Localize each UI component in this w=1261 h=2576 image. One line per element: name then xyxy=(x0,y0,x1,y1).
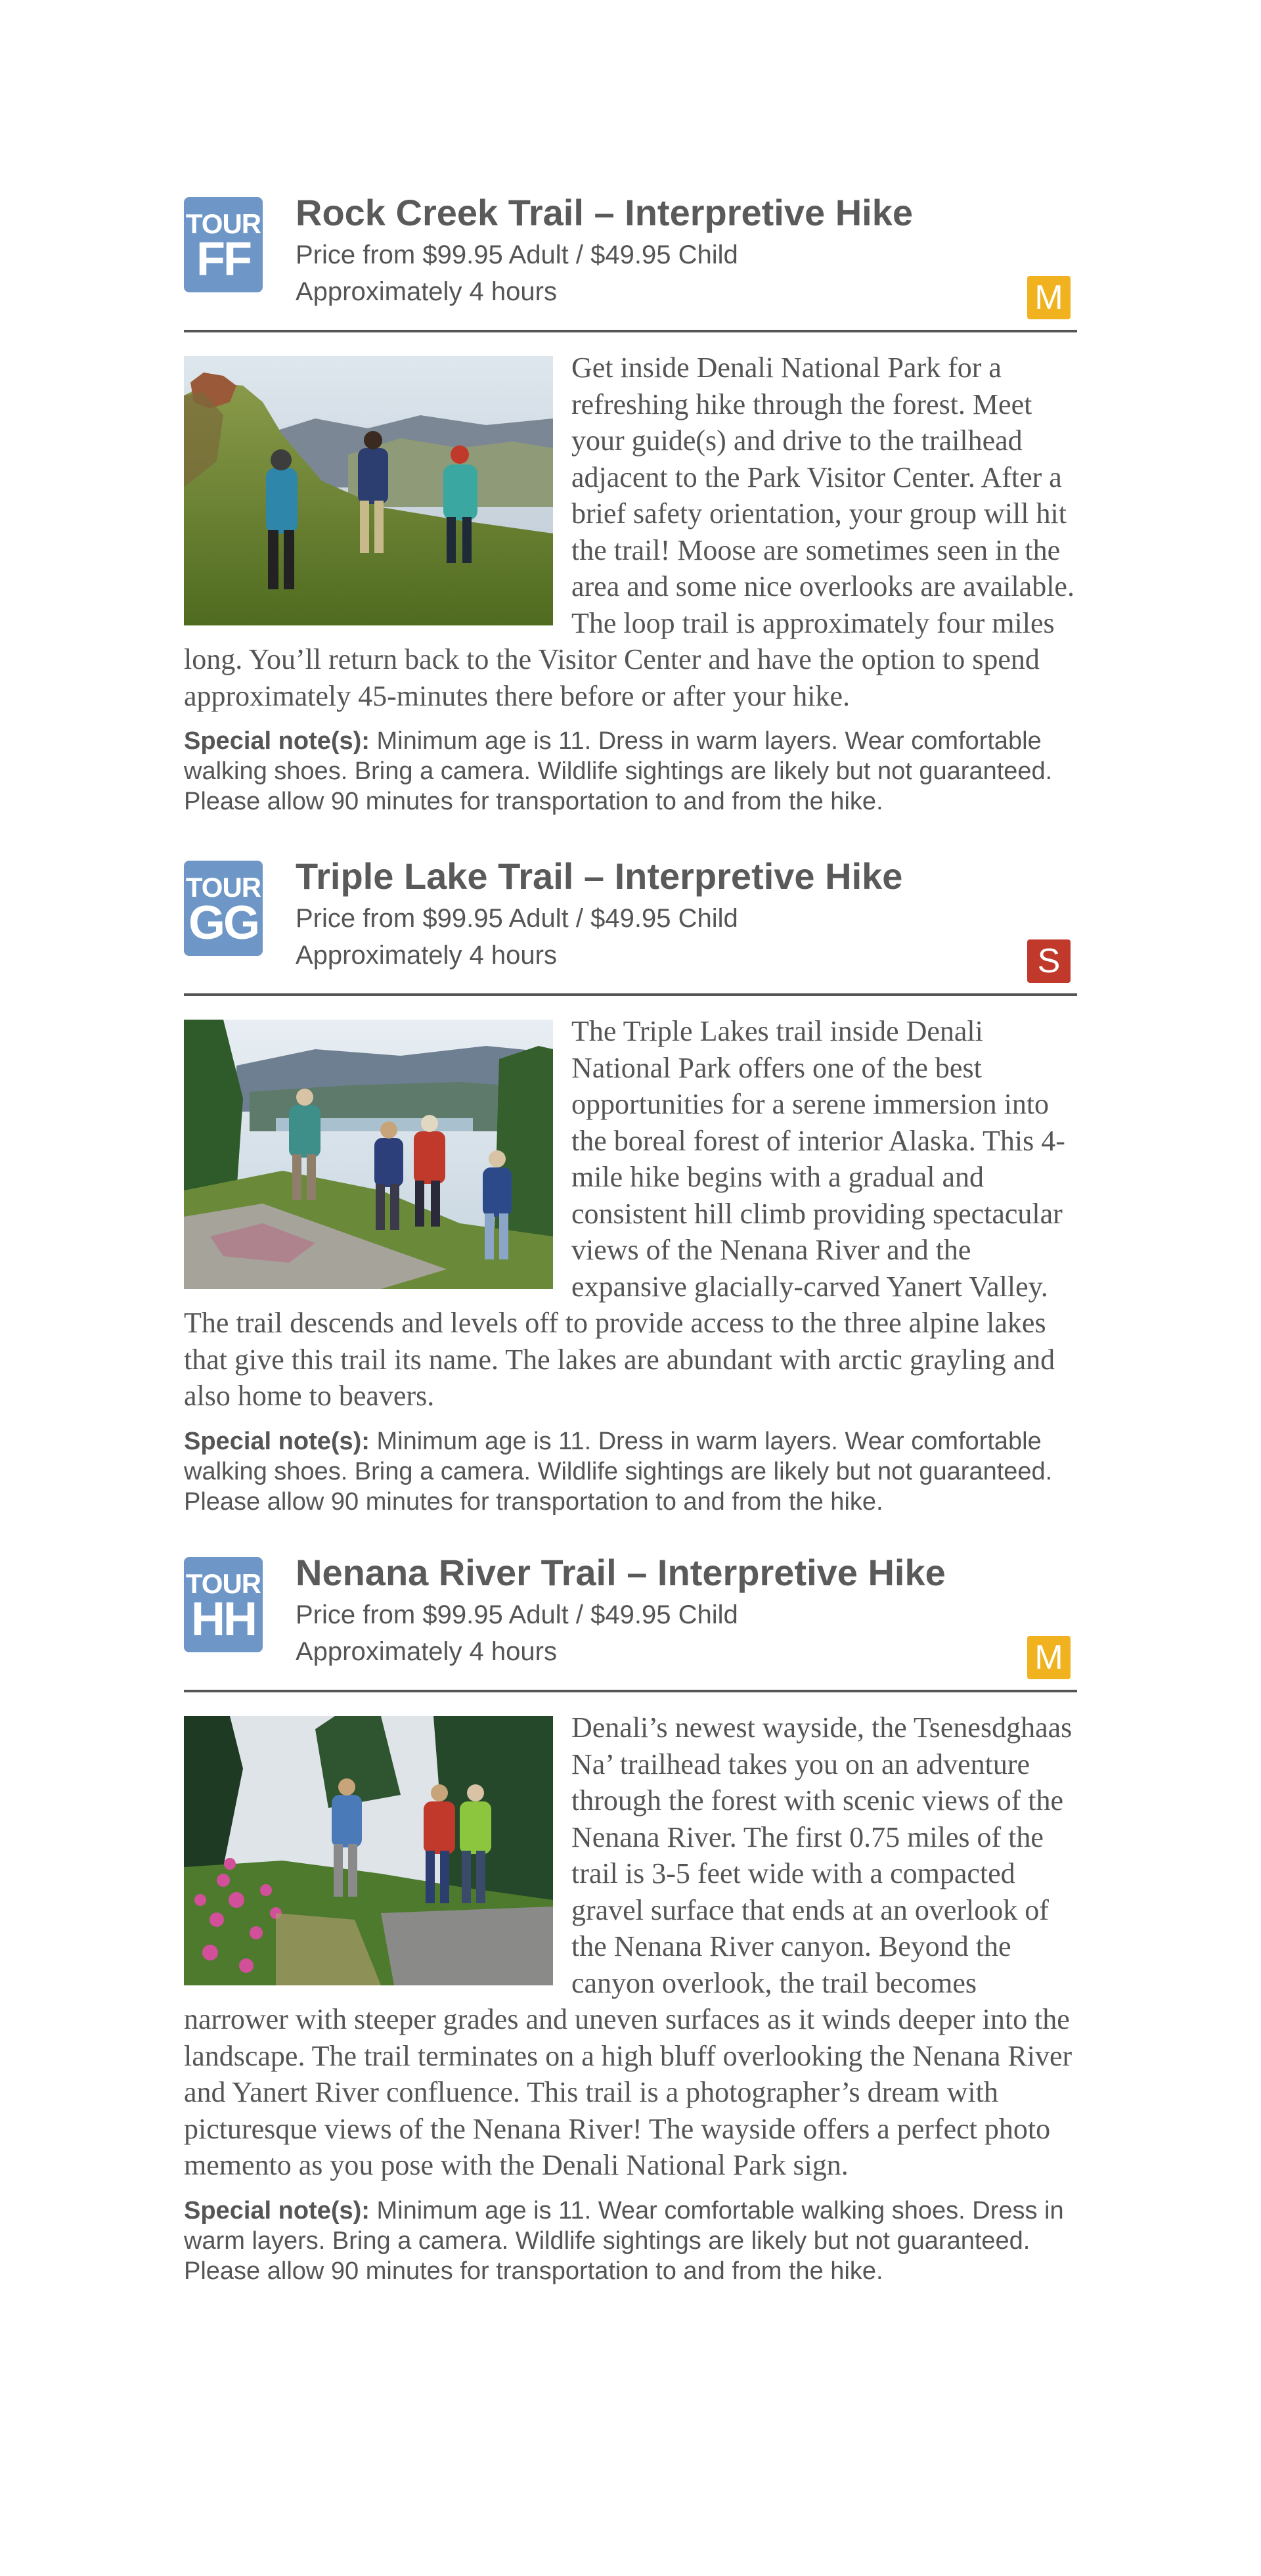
special-note-label: Special note(s): xyxy=(184,727,370,755)
divider xyxy=(184,993,1077,996)
tour-badge-code: HH xyxy=(191,1593,255,1646)
tour-photo xyxy=(184,1716,553,1985)
tour-photo xyxy=(184,1020,553,1289)
special-note xyxy=(184,1426,1077,1517)
tour-title: Rock Creek Trail – Interpretive Hike xyxy=(296,192,913,233)
tour-badge xyxy=(184,861,263,956)
tour-header xyxy=(296,853,1018,974)
tour-description: Get inside Denali National Park for a refreshing hike through the forest. Meet your guide(s) and drive to the trailhead adjacent to the Park Visitor Center. After a brief safety orientation, your group will hit the trail! Moose are sometimes seen in the area and some nice overlooks are available. The loop trail is approximately four miles long. You’ll return back to the Visitor Center and have the option to spend approximately 45-minutes there before or after your hike. xyxy=(184,351,1074,712)
tour-photo xyxy=(184,356,553,625)
tour-duration: Approximately 4 hours xyxy=(296,277,557,306)
tour-badge-label: TOUR xyxy=(185,1568,261,1599)
special-note-text: Minimum age is 11. Dress in warm layers. Wear comfortable walking shoes. Bring a camera. Wildlife sightings are likely but not guaranteed. Please allow 90 minutes for transportation to and from the hike. xyxy=(184,1427,1053,1516)
divider xyxy=(184,1690,1077,1692)
tour-description: Denali’s newest wayside, the Tsenesdghaas Na’ trailhead takes you on an adventure through the forest with scenic views of the Nenana River. The first 0.75 miles of the trail is 3-5 feet wide with a compacted gravel surface that ends at an overlook of the Nenana River canyon. Beyond the canyon overlook, the trail becomes narrower with steeper grades and uneven surfaces as it winds deeper into the landscape. The trail terminates on a high bluff overlooking the Nenana River and Yanert River confluence. This trail is a photographer’s dream with picturesque views of the Nenana River! The wayside offers a perfect photo memento as you pose with the Denali National Park sign. xyxy=(184,1711,1073,2181)
tour-price: Price from $99.95 Adult / $49.95 Child xyxy=(296,904,738,933)
tour-badge-label: TOUR xyxy=(185,872,261,903)
tour-badge xyxy=(184,1557,263,1652)
special-note-label: Special note(s): xyxy=(184,2196,370,2225)
tour-badge-label: TOUR xyxy=(185,208,261,239)
tour-body xyxy=(184,350,1077,817)
special-note xyxy=(184,2196,1077,2286)
special-note xyxy=(184,726,1077,817)
tour-title: Triple Lake Trail – Interpretive Hike xyxy=(296,855,903,897)
divider xyxy=(184,330,1077,332)
special-note-text: Minimum age is 11. Wear comfortable walking shoes. Dress in warm layers. Bring a camera. Wildlife sightings are likely but not guaranteed. Please allow 90 minutes for transportation to and from the hike. xyxy=(184,2196,1064,2285)
tour-duration: Approximately 4 hours xyxy=(296,941,557,970)
activity-level-badge: M xyxy=(1027,276,1071,319)
tour-price: Price from $99.95 Adult / $49.95 Child xyxy=(296,240,738,269)
tour-badge-code: FF xyxy=(196,233,250,286)
tour-header xyxy=(296,1549,1018,1670)
tour-badge-code: GG xyxy=(188,897,258,949)
tour-header xyxy=(296,189,1018,310)
special-note-text: Minimum age is 11. Dress in warm layers. Wear comfortable walking shoes. Bring a camera. Wildlife sightings are likely but not guaranteed. Please allow 90 minutes for transportation to and from the hike. xyxy=(184,727,1053,815)
tour-duration: Approximately 4 hours xyxy=(296,1637,557,1666)
tour-title: Nenana River Trail – Interpretive Hike xyxy=(296,1552,946,1593)
tour-description: The Triple Lakes trail inside Denali National Park offers one of the best opportunities for a serene immersion into the boreal forest of interior Alaska. This 4-mile hike begins with a gradual and consistent hill climb providing spectacular views of the Nenana River and the expansive glacially-carved Yanert Valley. The trail descends and levels off to provide access to the three alpine lakes that give this trail its name. The lakes are abundant with arctic grayling and also home to beavers. xyxy=(184,1015,1065,1412)
special-note-label: Special note(s): xyxy=(184,1427,370,1455)
activity-level-badge: M xyxy=(1027,1636,1071,1679)
tour-body xyxy=(184,1709,1077,2286)
tour-price: Price from $99.95 Adult / $49.95 Child xyxy=(296,1600,738,1629)
tour-body xyxy=(184,1013,1077,1517)
activity-level-badge: S xyxy=(1027,939,1071,983)
tour-badge xyxy=(184,197,263,292)
